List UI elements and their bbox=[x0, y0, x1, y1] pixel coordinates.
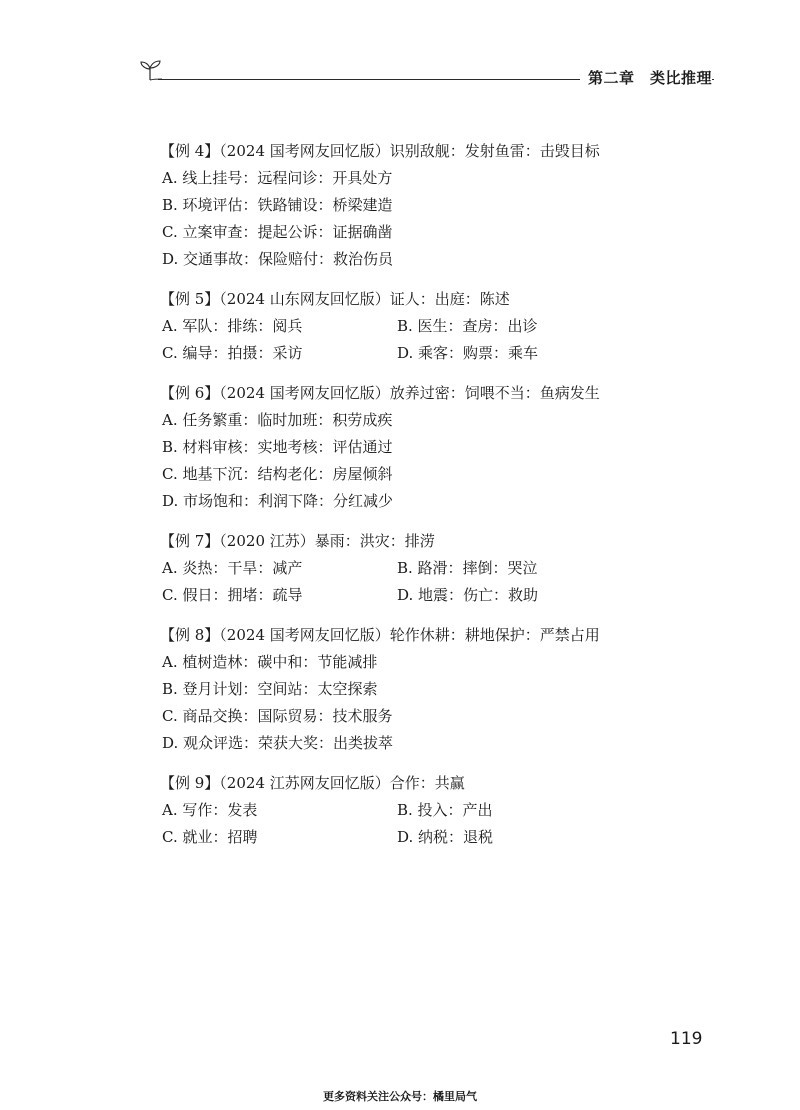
option-a: A. 军队：排练：阅兵 bbox=[162, 317, 303, 335]
option-d: D. 市场饱和：利润下降：分红减少 bbox=[162, 492, 394, 510]
example-question: 【例 7】（2020 江苏）暴雨：洪灾：排涝 bbox=[160, 532, 435, 550]
example-7 bbox=[160, 528, 630, 609]
page-number: 119 bbox=[670, 1029, 703, 1049]
example-6 bbox=[160, 380, 630, 515]
options bbox=[160, 649, 630, 757]
option-a: A. 任务繁重：临时加班：积劳成疾 bbox=[162, 411, 393, 429]
footer-note: 更多资料关注公众号：橘里局气 bbox=[323, 1090, 477, 1103]
example-8 bbox=[160, 622, 630, 757]
options bbox=[160, 313, 630, 367]
example-9 bbox=[160, 770, 630, 851]
example-question: 【例 6】（2024 国考网友回忆版）放养过密：饲喂不当：鱼病发生 bbox=[160, 384, 600, 402]
option-d: D. 地震：伤亡：救助 bbox=[397, 586, 539, 604]
option-a: A. 植树造林：碳中和：节能减排 bbox=[162, 653, 378, 671]
option-d: D. 乘客：购票：乘车 bbox=[397, 344, 539, 362]
options bbox=[160, 165, 630, 273]
option-b: B. 环境评估：铁路铺设：桥梁建造 bbox=[162, 196, 393, 214]
option-b: B. 路滑：摔倒：哭泣 bbox=[397, 559, 538, 577]
option-d: D. 观众评选：荣获大奖：出类拔萃 bbox=[162, 734, 394, 752]
option-b: B. 材料审核：实地考核：评估通过 bbox=[162, 438, 393, 456]
option-b: B. 登月计划：空间站：太空探索 bbox=[162, 680, 378, 698]
examples-list bbox=[160, 138, 630, 864]
option-d: D. 交通事故：保险赔付：救治伤员 bbox=[162, 250, 394, 268]
option-a: A. 写作：发表 bbox=[162, 801, 258, 819]
chapter-title: 第二章 类比推理 bbox=[580, 67, 712, 88]
option-a: A. 线上挂号：远程问诊：开具处方 bbox=[162, 169, 393, 187]
example-5 bbox=[160, 286, 630, 367]
running-header bbox=[138, 58, 718, 92]
example-question: 【例 8】（2024 国考网友回忆版）轮作休耕：耕地保护：严禁占用 bbox=[160, 626, 600, 644]
option-d: D. 纳税：退税 bbox=[397, 828, 494, 846]
option-b: B. 医生：查房：出诊 bbox=[397, 317, 538, 335]
example-4 bbox=[160, 138, 630, 273]
example-question: 【例 4】（2024 国考网友回忆版）识别敌舰：发射鱼雷：击毁目标 bbox=[160, 142, 600, 160]
option-a: A. 炎热：干旱：减产 bbox=[162, 559, 303, 577]
option-c: C. 地基下沉：结构老化：房屋倾斜 bbox=[162, 465, 393, 483]
option-b: B. 投入：产出 bbox=[397, 801, 493, 819]
option-c: C. 就业：招聘 bbox=[162, 828, 258, 846]
option-c: C. 立案审查：提起公诉：证据确凿 bbox=[162, 223, 393, 241]
option-c: C. 商品交换：国际贸易：技术服务 bbox=[162, 707, 393, 725]
example-question: 【例 9】（2024 江苏网友回忆版）合作：共赢 bbox=[160, 774, 465, 792]
options bbox=[160, 555, 630, 609]
example-question: 【例 5】（2024 山东网友回忆版）证人：出庭：陈述 bbox=[160, 290, 510, 308]
option-c: C. 假日：拥堵：疏导 bbox=[162, 586, 303, 604]
option-c: C. 编导：拍摄：采访 bbox=[162, 344, 303, 362]
options bbox=[160, 407, 630, 515]
options bbox=[160, 797, 630, 851]
